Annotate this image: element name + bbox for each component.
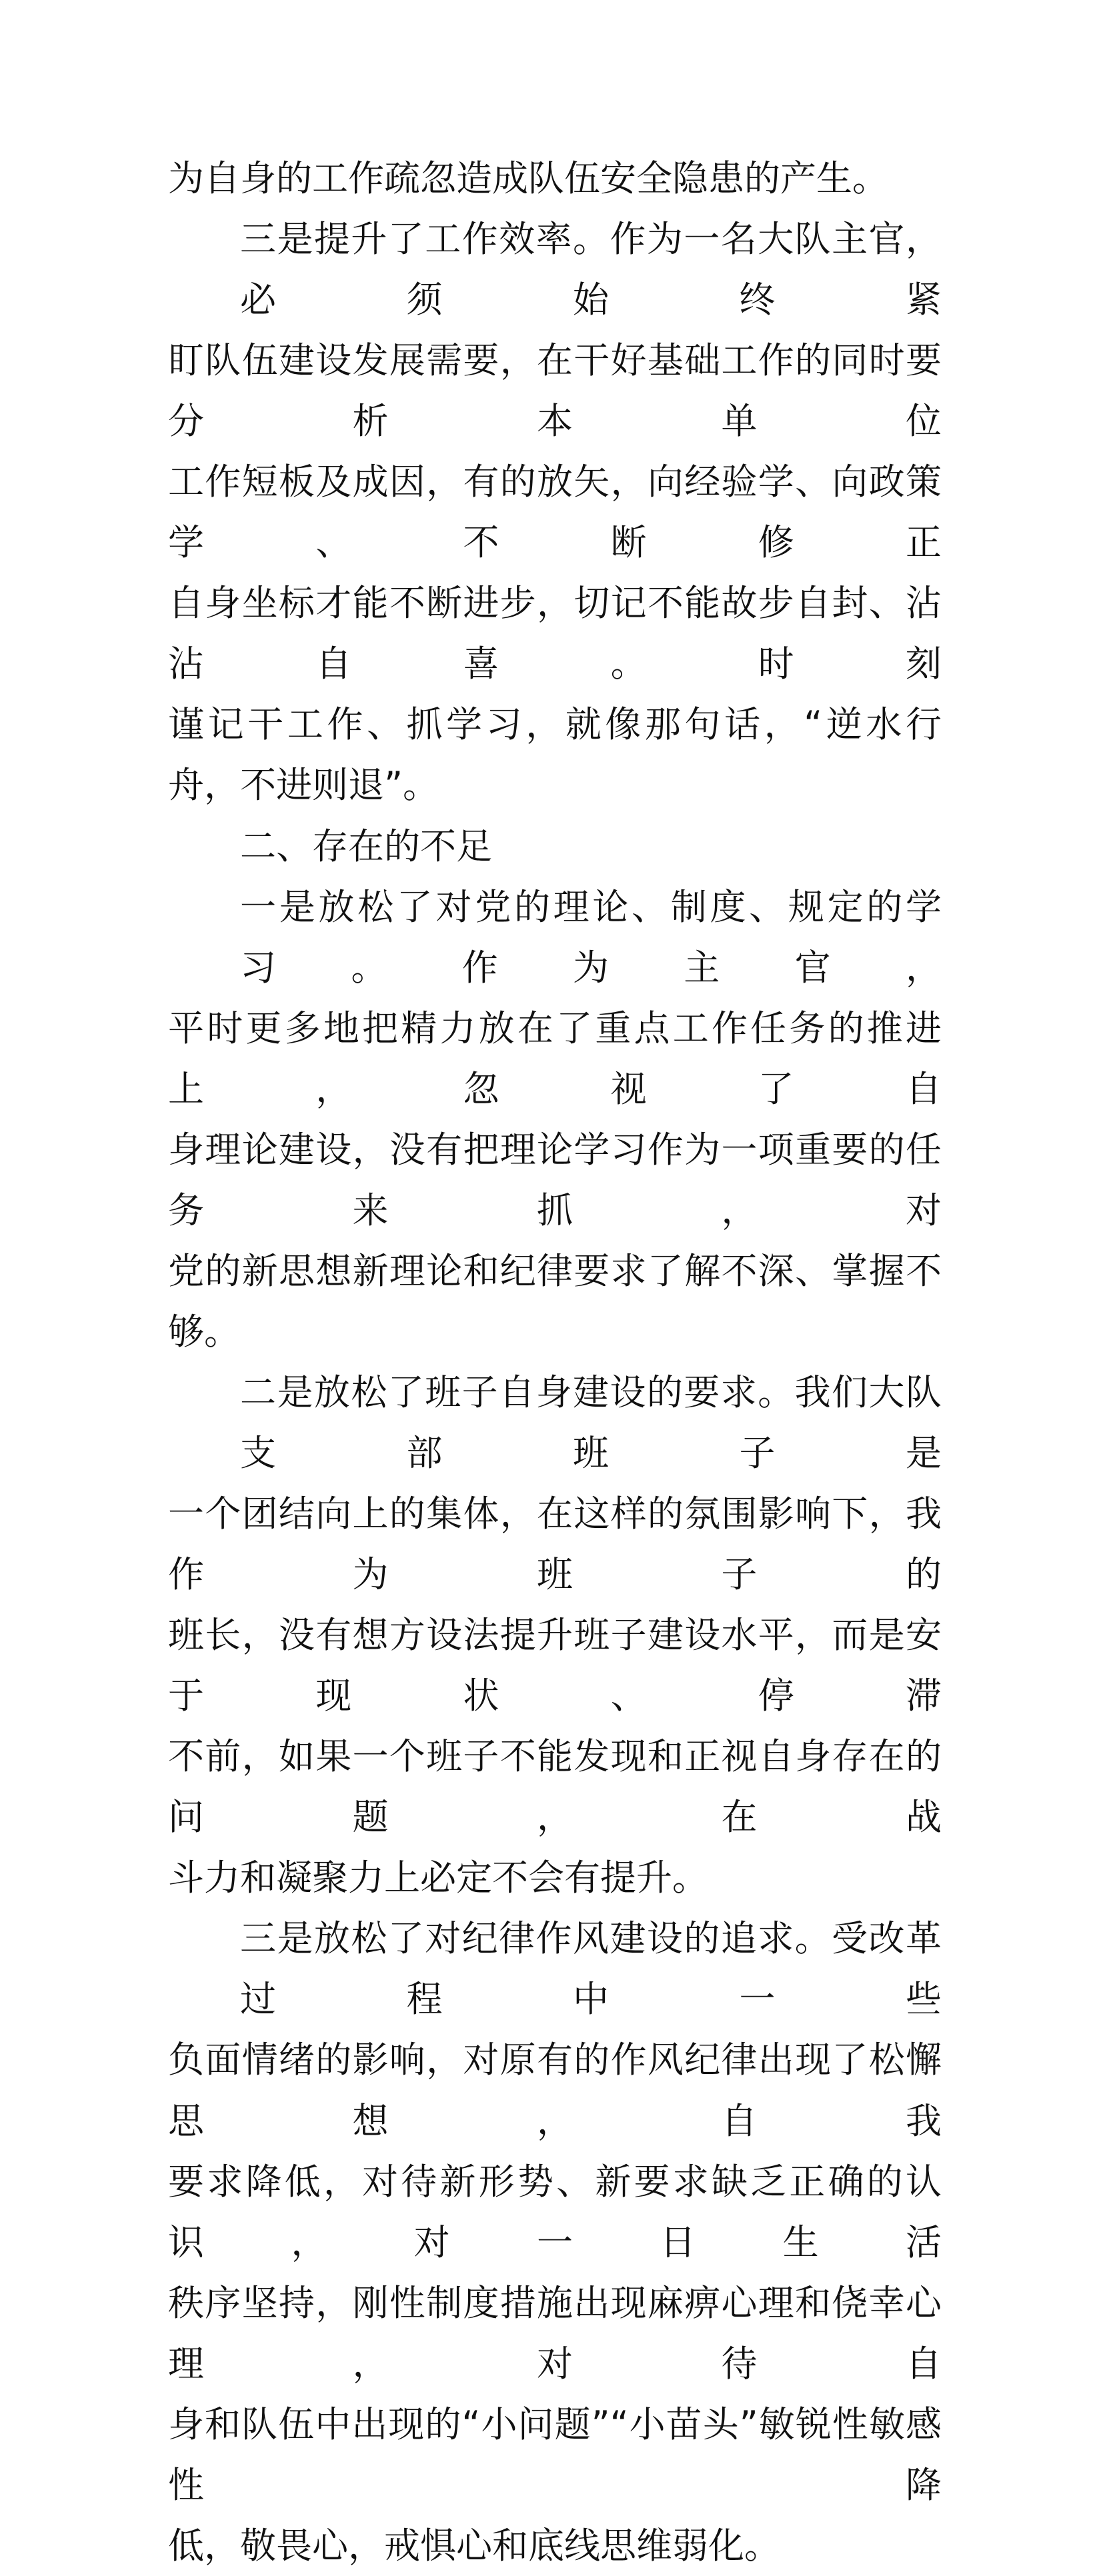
text-line: 身和队伍中出现的“小问题”“小苗头”敏锐性敏感性降	[168, 2403, 942, 2506]
paragraph	[168, 209, 942, 815]
paragraph	[168, 1362, 942, 1908]
text-line: 斗力和凝聚力上必定不会有提升。	[168, 1857, 708, 1899]
text-line: 要求降低，对待新形势、新要求缺乏正确的认识，对一日生活	[168, 2160, 942, 2263]
text-line: 三是提升了工作效率。作为一名大队主官，必须始终紧	[240, 218, 942, 321]
document-body	[168, 148, 942, 2576]
text-line: 身理论建设，没有把理论学习作为一项重要的任务来抓，对	[168, 1128, 942, 1231]
text-line: 三是放松了对纪律作风建设的追求。受改革过程中一些	[240, 1917, 942, 2021]
text-line: 平时更多地把精力放在了重点工作任务的推进上，忽视了自	[168, 1007, 942, 1110]
text-line: 负面情绪的影响，对原有的作风纪律出现了松懈思想，自我	[168, 2039, 942, 2142]
text-line: 不前，如果一个班子不能发现和正视自身存在的问题，在战	[168, 1735, 942, 1839]
text-line: 秩序坚持，刚性制度措施出现麻痹心理和侥幸心理，对待自	[168, 2281, 942, 2385]
paragraph	[168, 148, 942, 209]
text-line: 盯队伍建设发展需要，在干好基础工作的同时要分析本单位	[168, 339, 942, 443]
text-line: 工作短板及成因，有的放矢，向经验学、向政策学、不断修正	[168, 461, 942, 564]
paragraph	[168, 816, 942, 877]
text-line: 二、存在的不足	[240, 825, 492, 867]
text-line: 为自身的工作疏忽造成队伍安全隐患的产生。	[168, 157, 888, 199]
text-line: 自身坐标才能不断进步，切记不能故步自封、沾沾自喜。时刻	[168, 582, 942, 685]
text-line: 党的新思想新理论和纪律要求了解不深、掌握不够。	[168, 1249, 942, 1353]
text-line: 班长，没有想方设法提升班子建设水平，而是安于现状、停滞	[168, 1614, 942, 1717]
paragraph	[168, 877, 942, 1362]
text-line: 一个团结向上的集体，在这样的氛围影响下，我作为班子的	[168, 1493, 942, 1596]
paragraph	[168, 1908, 942, 2576]
text-line: 谨记干工作、抓学习，就像那句话，“逆水行舟，不进则退”。	[168, 703, 942, 807]
text-line: 一是放松了对党的理论、制度、规定的学习。作为主官，	[240, 885, 942, 989]
text-line: 二是放松了班子自身建设的要求。我们大队支部班子是	[240, 1371, 942, 1474]
text-line: 低，敬畏心，戒惧心和底线思维弱化。	[168, 2524, 780, 2567]
